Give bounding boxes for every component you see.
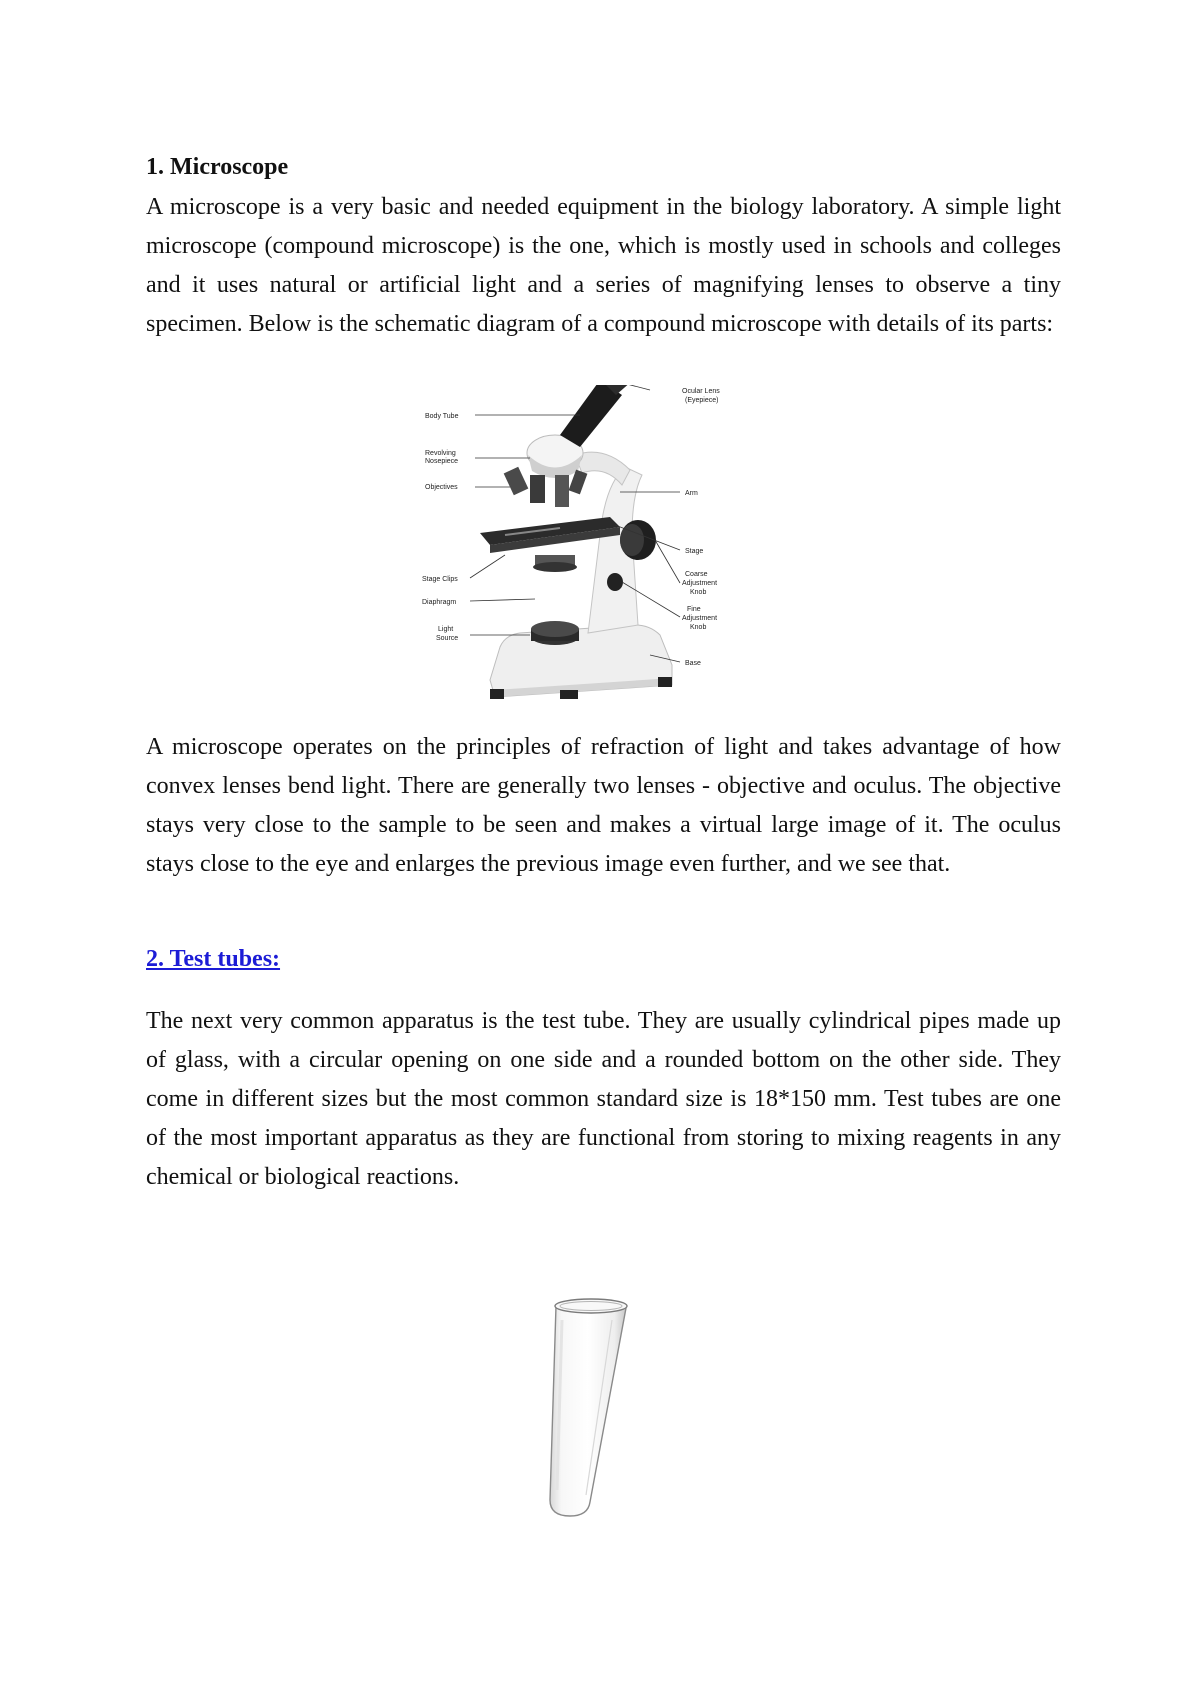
label-eyepiece: (Eyepiece) bbox=[685, 397, 719, 404]
label-objectives: Objectives bbox=[425, 484, 458, 491]
label-light: Light bbox=[438, 626, 454, 633]
microscope-illustration bbox=[480, 385, 672, 699]
label-diaphragm: Diaphragm bbox=[422, 599, 457, 606]
microscope-principle-paragraph: A microscope operates on the principles of refraction of light and takes advantage of how convex lenses bend light. There are generally two lenses - objective and oculus. The objective stays very close to the sample to be seen and makes a virtual large image of it. The oculus stays close to the eye and enlarges the previous image even further, and we see that. bbox=[146, 734, 1061, 877]
label-revolving: Revolving bbox=[425, 450, 456, 457]
label-base: Base bbox=[685, 660, 701, 667]
label-arm: Arm bbox=[685, 490, 698, 497]
test-tube-illustration bbox=[540, 1290, 640, 1520]
label-stage-clips: Stage Clips bbox=[422, 576, 458, 583]
label-coarse-knob: Knob bbox=[690, 589, 707, 596]
section-heading-test-tubes-link[interactable]: 2. Test tubes: bbox=[146, 946, 281, 972]
label-body-tube: Body Tube bbox=[425, 413, 459, 420]
microscope-intro-paragraph: A microscope is a very basic and needed equipment in the biology laboratory. A simple light microscope (compound microscope) is the one, which is mostly used in schools and colleges and it uses natural or artificial light and a series of magnifying lenses to observe a tiny specimen. Below is the schematic diagram of a compound microscope with details of its parts: bbox=[146, 194, 1061, 337]
label-fine: Fine bbox=[687, 606, 701, 613]
label-fine-knob: Knob bbox=[690, 624, 707, 631]
label-fine-adjustment: Adjustment bbox=[682, 615, 718, 622]
label-source: Source bbox=[436, 635, 459, 642]
label-ocular-lens: Ocular Lens bbox=[682, 388, 720, 395]
test-tube-paragraph: The next very common apparatus is the test tube. They are usually cylindrical pipes made up of glass, with a circular opening on one side and a rounded bottom on the other side. They come in different sizes but the most common standard size is 18*150 mm. Test tubes are one of the most important apparatus as they are functional from storing to mixing reagents in any chemical or biological reactions. bbox=[146, 1008, 1061, 1190]
microscope-diagram bbox=[410, 385, 810, 720]
label-nosepiece: Nosepiece bbox=[425, 458, 459, 465]
section-heading-microscope: 1. Microscope bbox=[146, 154, 289, 180]
label-stage: Stage bbox=[685, 548, 704, 555]
label-coarse-adjustment: Adjustment bbox=[682, 580, 718, 587]
label-coarse: Coarse bbox=[685, 571, 708, 578]
